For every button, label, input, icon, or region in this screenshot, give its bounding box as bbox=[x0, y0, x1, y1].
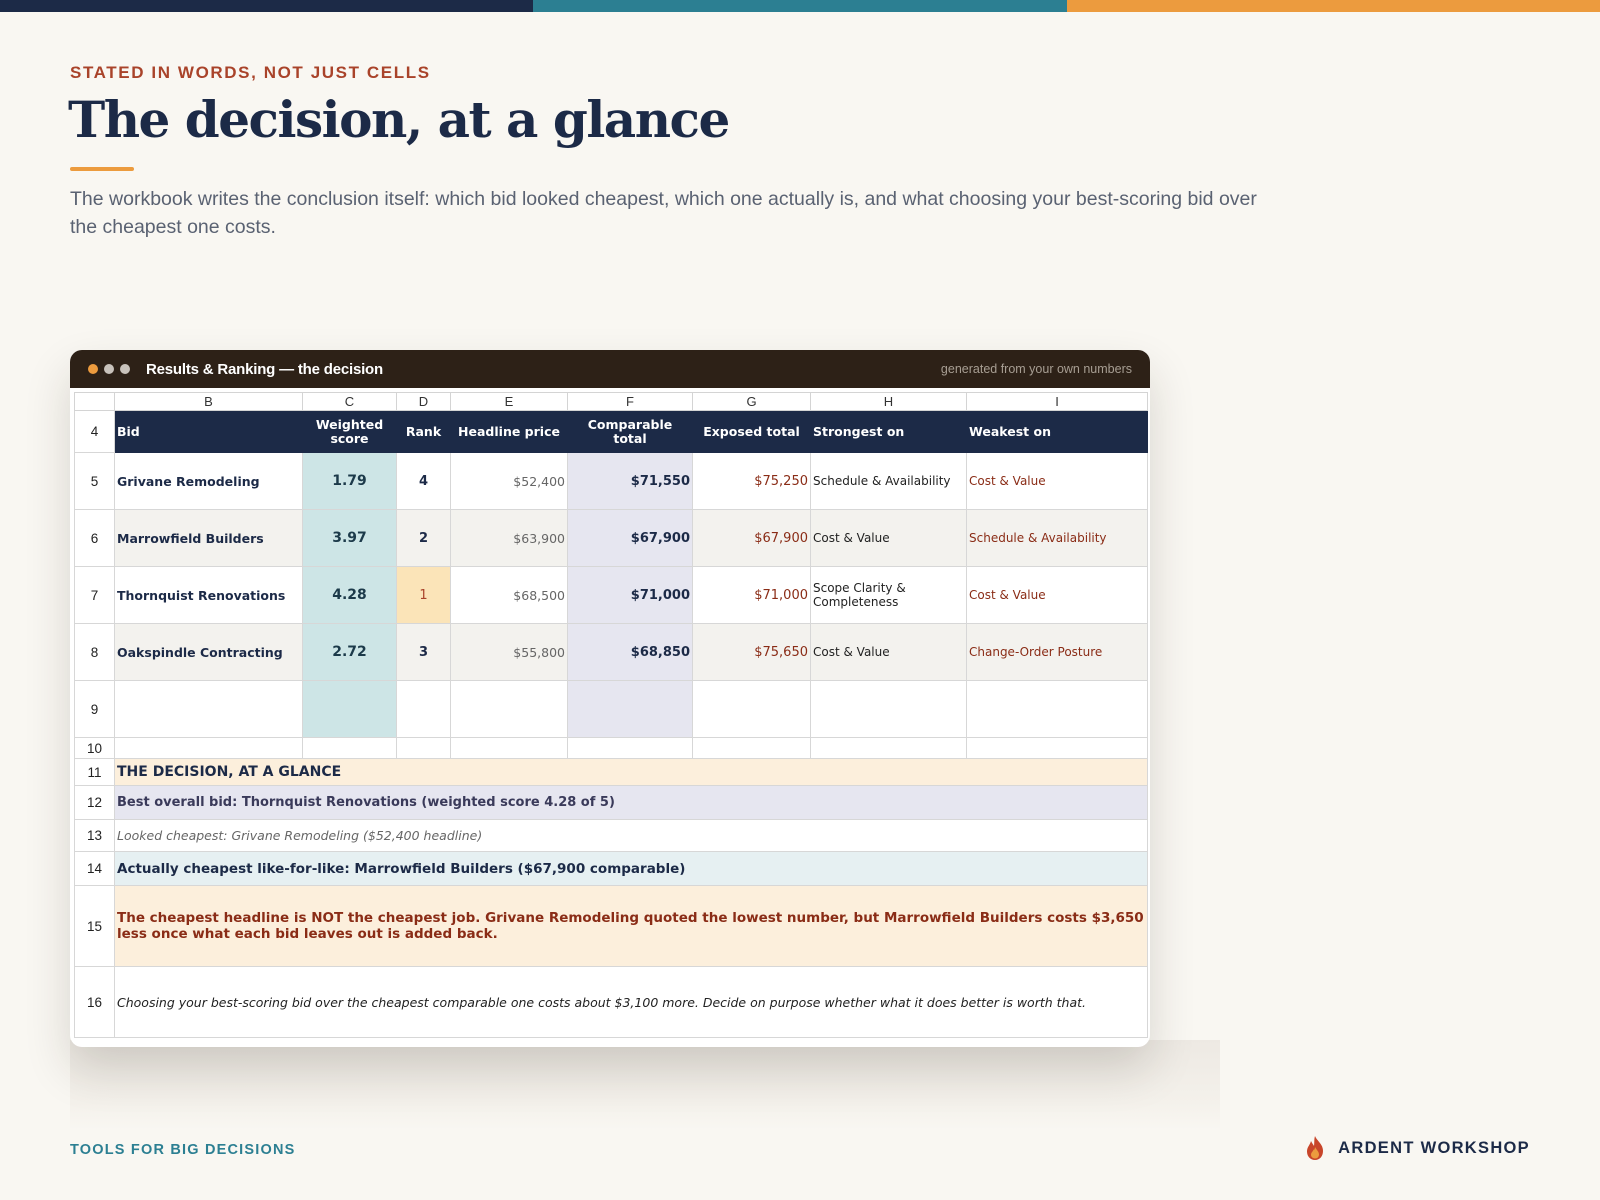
empty-cell[interactable] bbox=[693, 738, 811, 759]
row-number[interactable]: 13 bbox=[75, 820, 115, 852]
looked-cheapest-cell[interactable]: Looked cheapest: Grivane Remodeling ($52,400 headline) bbox=[115, 820, 1148, 852]
weakest-cell[interactable]: Cost & Value bbox=[967, 567, 1148, 624]
spreadsheet-window bbox=[70, 350, 1150, 1047]
row-number[interactable]: 14 bbox=[75, 852, 115, 886]
empty-cell[interactable] bbox=[811, 738, 967, 759]
window-titlebar bbox=[70, 350, 1150, 388]
headline-price-cell[interactable]: $68,500 bbox=[451, 567, 568, 624]
score-cell[interactable]: 2.72 bbox=[303, 624, 397, 681]
column-letter[interactable]: E bbox=[451, 393, 568, 411]
empty-cell[interactable] bbox=[115, 681, 303, 738]
accent-segment-orange bbox=[1067, 0, 1600, 12]
exposed-total-cell[interactable]: $75,650 bbox=[693, 624, 811, 681]
strongest-cell[interactable]: Cost & Value bbox=[811, 510, 967, 567]
column-letter[interactable]: G bbox=[693, 393, 811, 411]
header-cell-headline[interactable]: Headline price bbox=[451, 411, 568, 453]
summary-title-cell[interactable]: THE DECISION, AT A GLANCE bbox=[115, 759, 1148, 786]
comparable-total-cell[interactable] bbox=[568, 681, 693, 738]
column-letters-row bbox=[75, 393, 1148, 411]
score-cell[interactable] bbox=[303, 681, 397, 738]
row-number[interactable]: 8 bbox=[75, 624, 115, 681]
close-dot-icon[interactable] bbox=[88, 364, 98, 374]
looked-cheapest-row bbox=[75, 820, 1148, 852]
verdict-cell[interactable]: The cheapest headline is NOT the cheapest job. Grivane Remodeling quoted the lowest number, but Marrowfield Builders costs $3,650 less once what each bid leaves out is added back. bbox=[115, 886, 1148, 967]
rank-cell[interactable]: 2 bbox=[397, 510, 451, 567]
row-number[interactable]: 7 bbox=[75, 567, 115, 624]
row-number[interactable]: 12 bbox=[75, 786, 115, 820]
flame-icon bbox=[1304, 1135, 1326, 1161]
bid-cell[interactable]: Grivane Remodeling bbox=[115, 453, 303, 510]
column-letter[interactable]: B bbox=[115, 393, 303, 411]
score-cell[interactable]: 1.79 bbox=[303, 453, 397, 510]
strongest-cell[interactable]: Scope Clarity & Completeness bbox=[811, 567, 967, 624]
row-number[interactable]: 5 bbox=[75, 453, 115, 510]
comparable-total-cell[interactable]: $67,900 bbox=[568, 510, 693, 567]
headline-price-cell[interactable]: $55,800 bbox=[451, 624, 568, 681]
title-underline bbox=[70, 167, 134, 171]
header-cell-strongest[interactable]: Strongest on bbox=[811, 411, 967, 453]
empty-cell[interactable] bbox=[397, 681, 451, 738]
row-number[interactable]: 10 bbox=[75, 738, 115, 759]
best-overall-row bbox=[75, 786, 1148, 820]
empty-cell[interactable] bbox=[303, 738, 397, 759]
window-shadow bbox=[70, 1040, 1220, 1130]
header-cell-bid[interactable]: Bid bbox=[115, 411, 303, 453]
column-letter[interactable]: H bbox=[811, 393, 967, 411]
headline-price-cell[interactable]: $52,400 bbox=[451, 453, 568, 510]
table-row bbox=[75, 567, 1148, 624]
exposed-total-cell[interactable]: $67,900 bbox=[693, 510, 811, 567]
table-row bbox=[75, 624, 1148, 681]
strongest-cell[interactable]: Schedule & Availability bbox=[811, 453, 967, 510]
exposed-total-cell[interactable]: $71,000 bbox=[693, 567, 811, 624]
top-accent-bar bbox=[0, 0, 1600, 12]
comparable-total-cell[interactable]: $68,850 bbox=[568, 624, 693, 681]
exposed-total-cell[interactable]: $75,250 bbox=[693, 453, 811, 510]
maximize-dot-icon[interactable] bbox=[120, 364, 130, 374]
column-letter[interactable]: F bbox=[568, 393, 693, 411]
header-cell-score[interactable]: Weighted score bbox=[303, 411, 397, 453]
footer-brand bbox=[1304, 1135, 1530, 1161]
best-overall-cell[interactable]: Best overall bid: Thornquist Renovations (weighted score 4.28 of 5) bbox=[115, 786, 1148, 820]
table-row bbox=[75, 510, 1148, 567]
corner-cell[interactable] bbox=[75, 393, 115, 411]
headline-price-cell[interactable]: $63,900 bbox=[451, 510, 568, 567]
weakest-cell[interactable]: Change-Order Posture bbox=[967, 624, 1148, 681]
row-number[interactable]: 15 bbox=[75, 886, 115, 967]
row-number[interactable]: 9 bbox=[75, 681, 115, 738]
empty-cell[interactable] bbox=[967, 738, 1148, 759]
comparable-total-cell[interactable]: $71,000 bbox=[568, 567, 693, 624]
header-cell-exposed[interactable]: Exposed total bbox=[693, 411, 811, 453]
empty-cell[interactable] bbox=[811, 681, 967, 738]
accent-segment-navy bbox=[0, 0, 533, 12]
bid-cell[interactable]: Marrowfield Builders bbox=[115, 510, 303, 567]
weakest-cell[interactable]: Cost & Value bbox=[967, 453, 1148, 510]
cost-note-cell[interactable]: Choosing your best-scoring bid over the cheapest comparable one costs about $3,100 more. Decide on purpose whether what it does better is worth that. bbox=[115, 967, 1148, 1038]
empty-cell[interactable] bbox=[115, 738, 303, 759]
empty-cell[interactable] bbox=[451, 681, 568, 738]
lead-paragraph: The workbook writes the conclusion itself: which bid looked cheapest, which one actually is, and what choosing your best-scoring bid over the cheapest one costs. bbox=[70, 188, 1257, 238]
window-controls bbox=[88, 364, 130, 374]
brand-name: ARDENT WORKSHOP bbox=[1338, 1138, 1530, 1157]
minimize-dot-icon[interactable] bbox=[104, 364, 114, 374]
row-number[interactable]: 16 bbox=[75, 967, 115, 1038]
table-row bbox=[75, 453, 1148, 510]
empty-cell[interactable] bbox=[568, 738, 693, 759]
rank-cell[interactable]: 4 bbox=[397, 453, 451, 510]
rank-cell-top[interactable]: 1 bbox=[397, 567, 451, 624]
page-title: The decision, at a glance bbox=[68, 90, 729, 149]
summary-title-row bbox=[75, 759, 1148, 786]
empty-row bbox=[75, 738, 1148, 759]
window-title: Results & Ranking — the decision bbox=[146, 360, 383, 378]
score-cell[interactable]: 4.28 bbox=[303, 567, 397, 624]
column-letter[interactable]: C bbox=[303, 393, 397, 411]
row-number[interactable]: 11 bbox=[75, 759, 115, 786]
empty-cell[interactable] bbox=[967, 681, 1148, 738]
actually-cheapest-cell[interactable]: Actually cheapest like-for-like: Marrowfield Builders ($67,900 comparable) bbox=[115, 852, 1148, 886]
bid-cell[interactable]: Oakspindle Contracting bbox=[115, 624, 303, 681]
empty-cell[interactable] bbox=[693, 681, 811, 738]
eyebrow-label: STATED IN WORDS, NOT JUST CELLS bbox=[70, 63, 431, 82]
row-number[interactable]: 6 bbox=[75, 510, 115, 567]
header-cell-weakest[interactable]: Weakest on bbox=[967, 411, 1148, 453]
row-number[interactable]: 4 bbox=[75, 411, 115, 453]
header-row bbox=[75, 411, 1148, 453]
empty-cell[interactable] bbox=[397, 738, 451, 759]
strongest-cell[interactable]: Cost & Value bbox=[811, 624, 967, 681]
empty-row bbox=[75, 681, 1148, 738]
bid-cell[interactable]: Thornquist Renovations bbox=[115, 567, 303, 624]
spreadsheet-grid bbox=[74, 392, 1148, 1038]
accent-segment-teal bbox=[533, 0, 1066, 12]
empty-cell[interactable] bbox=[451, 738, 568, 759]
footer-tagline: TOOLS FOR BIG DECISIONS bbox=[70, 1142, 296, 1158]
header-cell-comparable[interactable]: Comparable total bbox=[568, 411, 693, 453]
cost-note-row bbox=[75, 967, 1148, 1038]
header-cell-rank[interactable]: Rank bbox=[397, 411, 451, 453]
comparable-total-cell[interactable]: $71,550 bbox=[568, 453, 693, 510]
verdict-row bbox=[75, 886, 1148, 967]
column-letter[interactable]: D bbox=[397, 393, 451, 411]
window-note: generated from your own numbers bbox=[940, 362, 1132, 376]
score-cell[interactable]: 3.97 bbox=[303, 510, 397, 567]
column-letter[interactable]: I bbox=[967, 393, 1148, 411]
actually-cheapest-row bbox=[75, 852, 1148, 886]
weakest-cell[interactable]: Schedule & Availability bbox=[967, 510, 1148, 567]
rank-cell[interactable]: 3 bbox=[397, 624, 451, 681]
